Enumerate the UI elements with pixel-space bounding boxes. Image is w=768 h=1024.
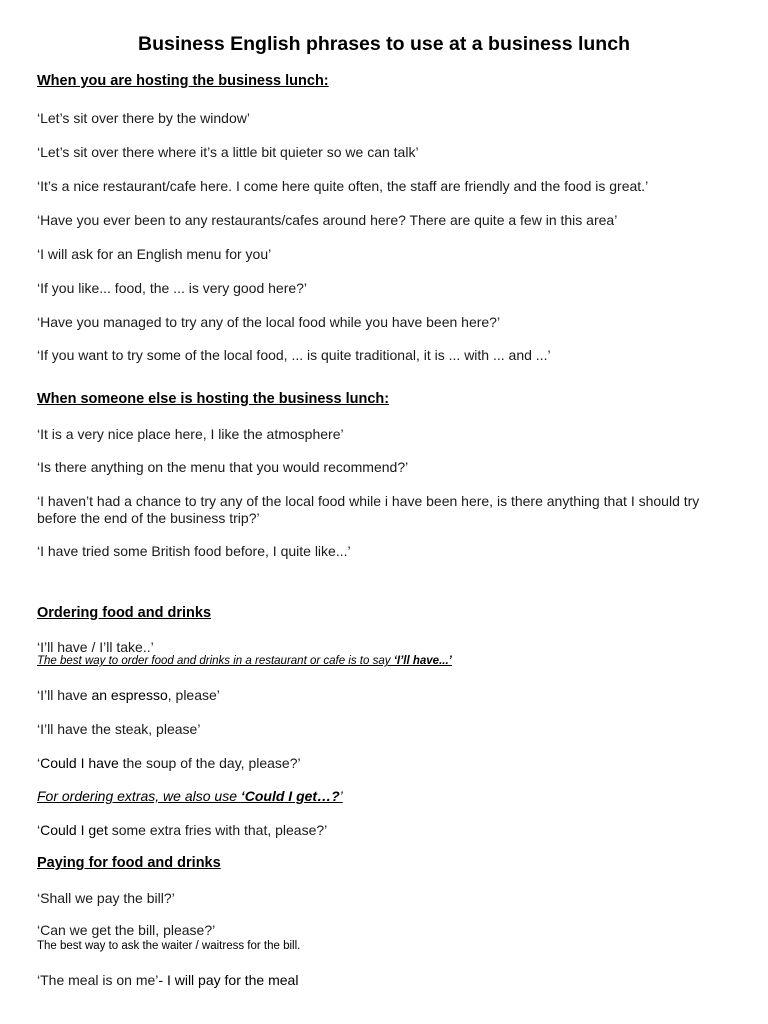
phrase-keyword: an espresso [91,687,168,703]
phrase [37,972,737,989]
section-heading-ordering: Ordering food and drinks [37,605,212,621]
phrase-part: ‘I’ll have [37,687,92,703]
phrase: ‘Let’s sit over there by the window’ [37,110,250,126]
phrase [37,755,737,772]
phrase: ‘It’s a nice restaurant/cafe here. I come here quite often, the staff are friendly and the food is great.’ [37,178,649,194]
ordering-extras-note [37,788,343,804]
ordering-note-text: The best way to order food and drinks in a restaurant or cafe is to say [37,655,394,667]
phrase: ‘Have you managed to try any of the local food while you have been here?’ [37,314,501,330]
paying-note: The best way to ask the waiter / waitress for the bill. [37,940,301,952]
phrase-part: some extra fries with that, please?’ [107,822,328,838]
phrase: ‘Let’s sit over there where it’s a little bit quieter so we can talk’ [37,144,419,160]
phrase-keyword: - I will pay for the meal [158,972,299,988]
phrase-keyword: Could I get [40,822,108,838]
ordering-note-emphasis: ‘I’ll have...’ [393,655,452,667]
phrase-part: ‘ [37,755,41,771]
page-title: Business English phrases to use at a business lunch [138,33,630,55]
phrase: ‘I’ll have the steak, please’ [37,721,201,737]
phrase: ‘Can we get the bill, please?’ [37,922,216,938]
phrase-part: ‘The meal is on me’ [37,972,159,988]
phrase-part: ‘ [37,822,41,838]
phrase-part: , please’ [167,687,220,703]
phrase: ‘If you like... food, the ... is very good here?’ [37,280,308,296]
extras-text: For ordering extras, we also use [37,788,241,804]
phrase: ‘I haven’t had a chance to try any of the local food while i have been here, is there anything that I should try before the end of the business trip?’ [37,493,700,526]
extras-end: ’ [339,788,343,804]
phrase: ‘If you want to try some of the local food, ... is quite traditional, it is ... with ... and ...’ [37,347,551,363]
phrase: ‘Is there anything on the menu that you would recommend?’ [37,459,409,475]
phrase: ‘It is a very nice place here, I like the atmosphere’ [37,426,344,442]
ordering-note [37,655,452,667]
phrase: ‘Shall we pay the bill?’ [37,890,175,906]
phrase: ‘I have tried some British food before, I quite like...’ [37,543,351,559]
section-heading-paying: Paying for food and drinks [37,855,221,871]
phrase-keyword: Could I have [40,755,119,771]
section-heading-hosting: When you are hosting the business lunch: [37,73,329,89]
phrase: ‘I’ll have / I’ll take..’ [37,639,154,655]
phrase: ‘Have you ever been to any restaurants/cafes around here? There are quite a few in this area’ [37,212,618,228]
extras-emphasis: ‘Could I get…? [240,788,340,804]
section-heading-guest: When someone else is hosting the business lunch: [37,391,390,407]
phrase-part: the soup of the day, please?’ [118,755,301,771]
phrase [37,687,737,704]
phrase [37,822,737,839]
phrase: ‘I will ask for an English menu for you’ [37,246,272,262]
